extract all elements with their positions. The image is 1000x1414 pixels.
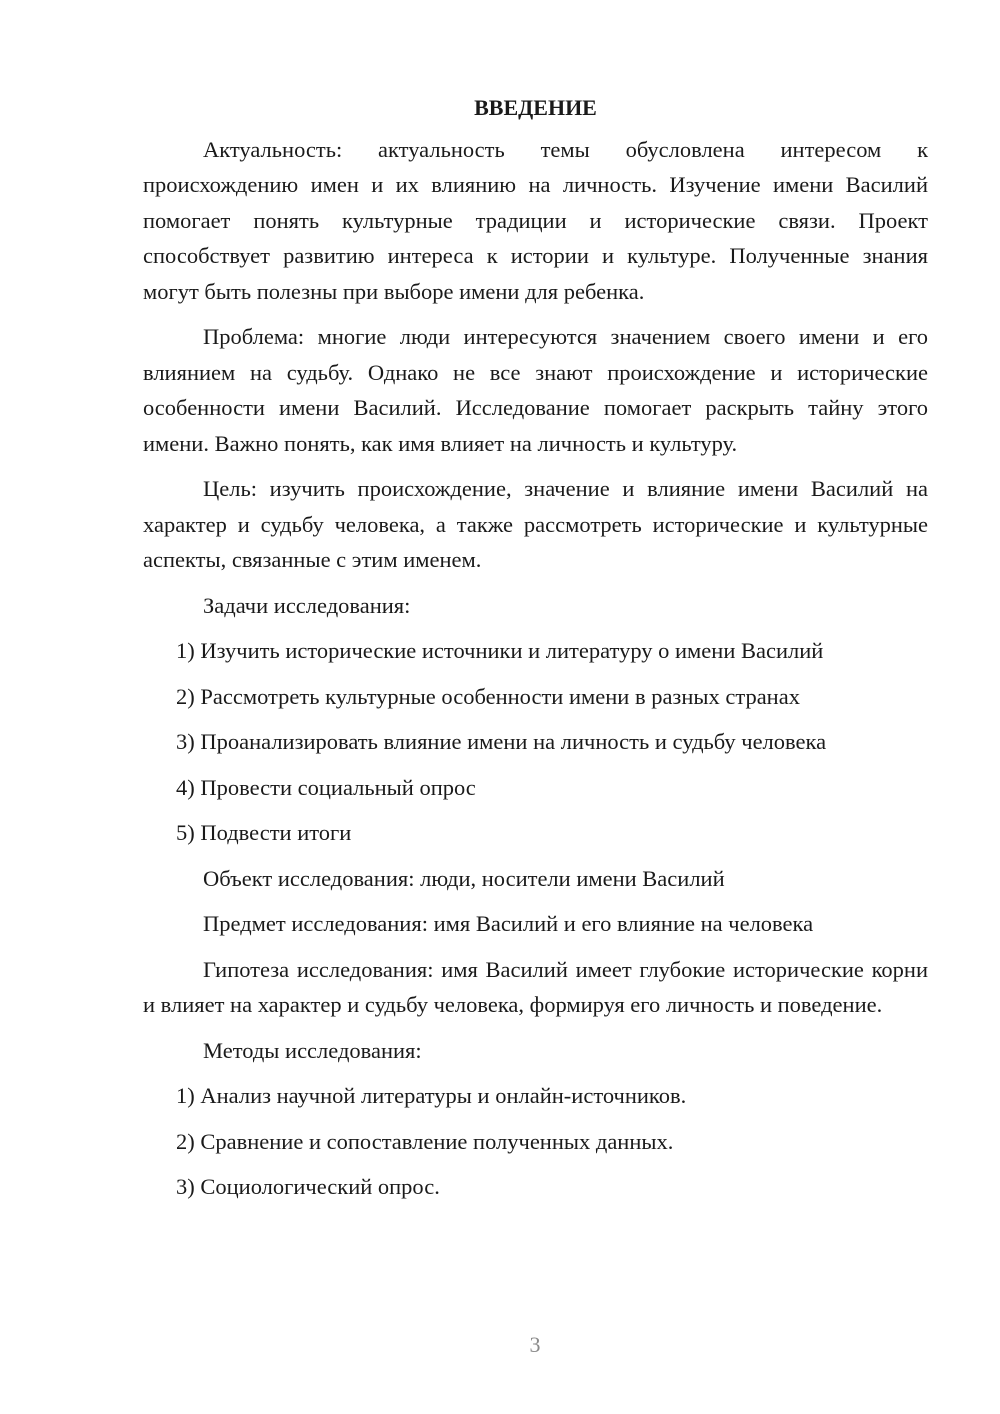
method-item: 3) Социологический опрос. <box>176 1174 440 1199</box>
research-object: Объект исследования: люди, носители имени Василий <box>203 865 725 891</box>
task-item: 5) Подвести итоги <box>176 820 352 845</box>
goal-paragraph: Цель: изучить происхождение, значение и влияние имени Василий на характер и судьбу человека, а также рассмотреть исторические и культурные аспекты, связанные с этим именем. <box>143 476 928 572</box>
research-subject: Предмет исследования: имя Василий и его влияние на человека <box>203 911 814 936</box>
task-item: 3) Проанализировать влияние имени на личность и судьбу человека <box>176 729 827 754</box>
problem-paragraph: Проблема: многие люди интересуются значением своего имени и его влиянием на судьбу. Однако не все знают происхождение и исторические особенности имени Василий. Исследование помогает раскрыть тайну этого имени. Важно понять, как имя влияет на личность и культуру. <box>143 324 928 456</box>
relevance-paragraph: Актуальность: актуальность темы обусловлена интересом к происхождению имен и их влиянию на личность. Изучение имени Василий помогает понять культурные традиции и исторические связи. Проект способствует развитию интереса к истории и культуре. Полученные знания могут быть полезны при выборе имени для ребенка. <box>143 136 928 304</box>
tasks-heading: Задачи исследования: <box>203 592 411 618</box>
document-page <box>143 90 928 1215</box>
task-item: 2) Рассмотреть культурные особенности имени в разных странах <box>176 683 800 709</box>
page-title: ВВЕДЕНИЕ <box>474 95 597 120</box>
page-number: 3 <box>529 1332 541 1357</box>
hypothesis-paragraph: Гипотеза исследования: имя Василий имеет глубокие исторические корни и влияет на характер и судьбу человека, формируя его личность и поведение. <box>143 956 928 1017</box>
task-item: 4) Провести социальный опрос <box>176 774 476 800</box>
method-item: 2) Сравнение и сопоставление полученных данных. <box>176 1128 674 1154</box>
task-item: 1) Изучить исторические источники и литературу о имени Василий <box>176 638 824 663</box>
method-item: 1) Анализ научной литературы и онлайн-источников. <box>176 1083 687 1108</box>
methods-heading: Методы исследования: <box>203 1037 422 1063</box>
